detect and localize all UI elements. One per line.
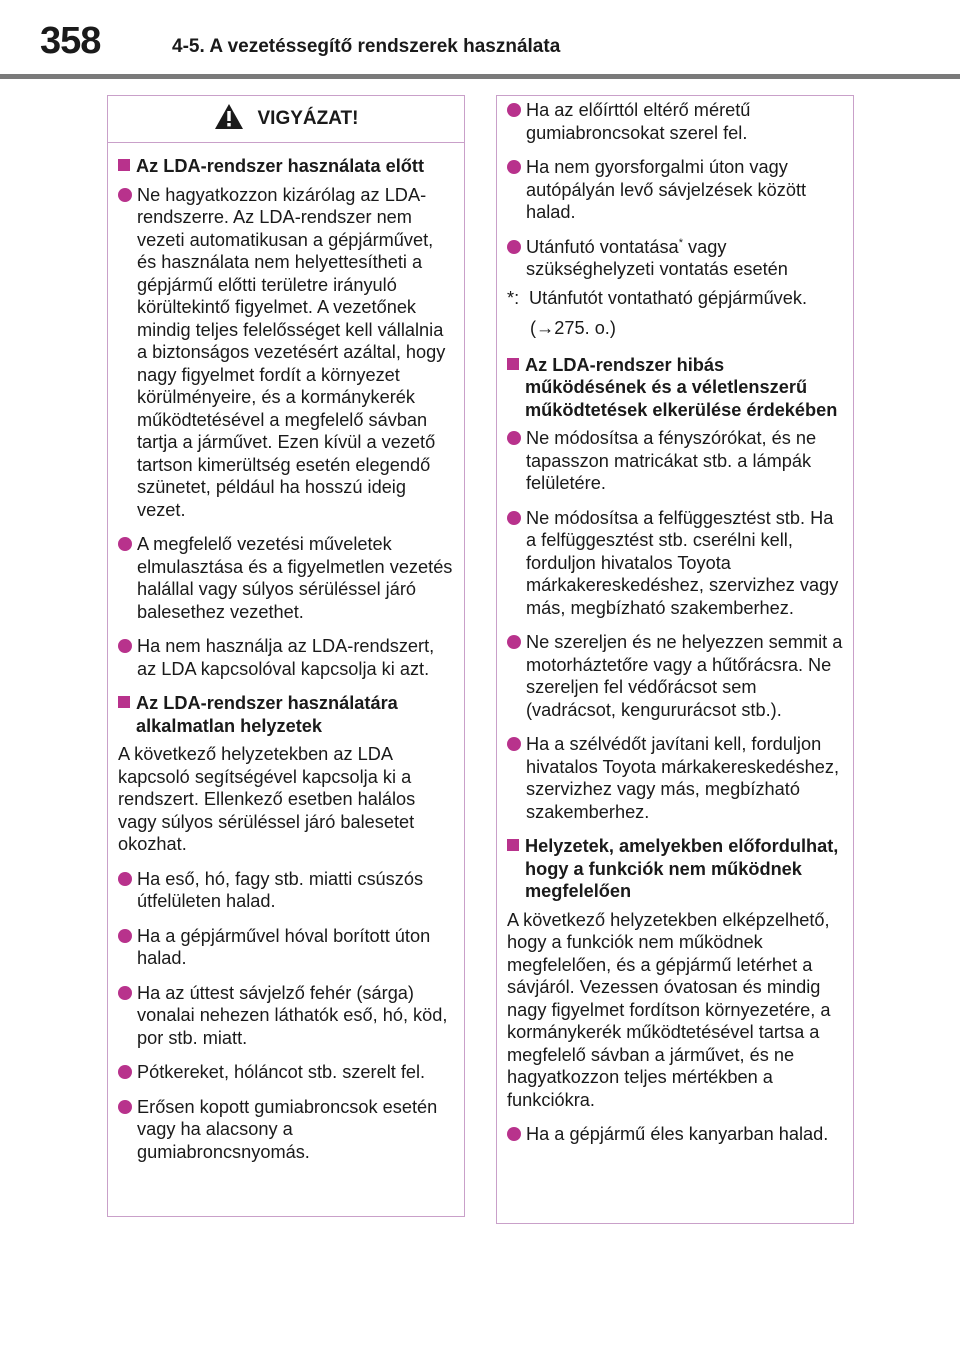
- circle-bullet-icon: [507, 103, 521, 117]
- list-item: [507, 733, 843, 823]
- subheading-text: Az LDA-rendszer használatára alkalmatlan helyzetek: [136, 693, 398, 736]
- caution-continued-box: [496, 95, 854, 1224]
- circle-bullet-icon: [507, 160, 521, 174]
- page-reference: (→275. o.): [530, 318, 616, 338]
- list-item: [118, 533, 454, 623]
- footnote: [507, 287, 843, 310]
- circle-bullet-icon: [118, 986, 132, 1000]
- footnote-marker: *: [678, 236, 683, 249]
- circle-bullet-icon: [118, 1100, 132, 1114]
- intro-paragraph: A következő helyzetekben az LDA kapcsoló segítségével kapcsolja ki a rendszert. Ellenkező esetben halálos vagy súlyos sérüléssel járó balesetet okozhat.: [118, 744, 416, 854]
- list-item: [118, 982, 454, 1050]
- list-item: [118, 184, 454, 522]
- list-item-text: Utánfutó vontatása* vagy szükséghelyzeti vontatás esetén: [526, 236, 788, 279]
- list-item-text: Ha az előírttól eltérő méretű gumiabroncsokat szerel fel.: [526, 100, 751, 143]
- list-item-text: Erősen kopott gumiabroncsok esetén vagy ha alacsony a gumiabroncsnyomás.: [137, 1096, 438, 1162]
- square-bullet-icon: [118, 159, 130, 171]
- square-bullet-icon: [507, 839, 519, 851]
- circle-bullet-icon: [507, 1127, 521, 1141]
- list-item: [507, 1123, 843, 1146]
- list-item-text: Ha a gépjármű éles kanyarban halad.: [526, 1124, 829, 1144]
- circle-bullet-icon: [507, 240, 521, 254]
- subheading-text: Az LDA-rendszer hibás működésének és a véletlenszerű működtetések elkerülése érdekében: [525, 354, 838, 420]
- list-item-text: Ne szereljen és ne helyezzen semmit a motorháztetőre vagy a hűtőrácsra. Ne szereljen fel védőrácsot sem (vadrácsot, kengururácsot stb.).: [526, 632, 843, 720]
- circle-bullet-icon: [118, 639, 132, 653]
- list-item-text: A megfelelő vezetési műveletek elmulasztása és a figyelmetlen vezetés halállal vagy súlyos sérüléssel járó balesethez vezethet.: [137, 534, 453, 622]
- list-item: [507, 156, 843, 224]
- list-item: [118, 925, 454, 970]
- warning-triangle-icon: [214, 103, 244, 135]
- list-item: [507, 99, 843, 144]
- list-item-text: Ne módosítsa a fényszórókat, és ne tapasszon matricákat stb. a lámpák felületére.: [526, 428, 817, 493]
- list-item-text: Pótkereket, hóláncot stb. szerelt fel.: [137, 1062, 426, 1082]
- footnote-text: Utánfutót vontatható gépjárművek.: [529, 287, 808, 308]
- circle-bullet-icon: [507, 635, 521, 649]
- circle-bullet-icon: [507, 737, 521, 751]
- page-number: 358: [40, 20, 101, 62]
- circle-bullet-icon: [118, 929, 132, 943]
- caution-box: [107, 95, 465, 1217]
- square-bullet-icon: [507, 358, 519, 370]
- list-item: [507, 631, 843, 721]
- caution-header: [108, 96, 464, 143]
- list-item: [507, 236, 843, 281]
- circle-bullet-icon: [507, 431, 521, 445]
- list-item-text: Ne hagyatkozzon kizárólag az LDA-rendszerre. Az LDA-rendszer nem vezeti automatikusan a gépjárművet, és használata nem helyettesítheti a gépjármű előtti területre irányuló körültekintő figyelmet. A vezetőnek mindig teljes felelősséget kell vállalnia a biztonságos vezetésért azáltal, hogy nagy figyelmet fordít a környezet körülményeire, és a kormánykerék működtetésével a megfelelő sávban tartja a járművet. Ezen kívül a vezető tartson kimerültség esetén elegendő szünetet, például ha hosszú ideig vezet.: [137, 184, 446, 520]
- circle-bullet-icon: [118, 188, 132, 202]
- list-item-text: Ha nem gyorsforgalmi úton vagy autópályán levő sávjelzések között halad.: [526, 157, 807, 222]
- square-bullet-icon: [118, 696, 130, 708]
- section-title: 4-5. A vezetéssegítő rendszerek használata: [172, 36, 561, 57]
- header-rule: [0, 74, 960, 79]
- list-item: [118, 1061, 454, 1084]
- list-item: [118, 635, 454, 680]
- subheading-text: Az LDA-rendszer használata előtt: [136, 156, 425, 176]
- intro-paragraph: A következő helyzetekben elképzelhető, hogy a funkciók nem működnek megfelelően, és a gépjármű letérhet a sávjáról. Vezessen óvatosan és mindig nagy figyelmet fordítson környezetére, a kormánykerék működtetésével tartsa a megfelelő sávban a járművet, és ne hagyatkozzon teljes mértékben a funkciókra.: [507, 909, 831, 1110]
- list-item: [118, 1096, 454, 1164]
- caution-title: VIGYÁZAT!: [257, 108, 359, 129]
- footnote-mark: *:: [507, 287, 520, 308]
- subheading-text: Helyzetek, amelyekben előfordulhat, hogy a funkciók nem működnek megfelelően: [525, 836, 839, 901]
- list-item-text: Ne módosítsa a felfüggesztést stb. Ha a felfüggesztést stb. cserélni kell, forduljon hivatalos Toyota márkakereskedéshez, szervizhez vagy más, megbízható szakemberhez.: [526, 507, 839, 618]
- circle-bullet-icon: [118, 537, 132, 551]
- list-item-text: Ha eső, hó, fagy stb. miatti csúszós útfelületen halad.: [137, 868, 424, 911]
- circle-bullet-icon: [118, 872, 132, 886]
- subheading: [118, 155, 454, 178]
- list-item: [507, 427, 843, 495]
- list-item-text: Ha nem használja az LDA-rendszert, az LDA kapcsolóval kapcsolja ki azt.: [137, 636, 435, 679]
- list-item: [507, 507, 843, 620]
- circle-bullet-icon: [507, 511, 521, 525]
- list-item: [118, 868, 454, 913]
- list-item-text: Ha a gépjárművel hóval borított úton halad.: [137, 925, 431, 968]
- list-item-text: Ha a szélvédőt javítani kell, forduljon hivatalos Toyota márkakereskedéshez, szervizhez vagy más, megbízható szakemberhez.: [526, 734, 840, 822]
- subheading: [118, 692, 454, 737]
- subheading: [507, 354, 843, 422]
- list-item-text: Ha az úttest sávjelző fehér (sárga) vonalai nehezen láthatók eső, hó, köd, por stb. miatt.: [137, 982, 448, 1048]
- circle-bullet-icon: [118, 1065, 132, 1079]
- subheading: [507, 835, 843, 903]
